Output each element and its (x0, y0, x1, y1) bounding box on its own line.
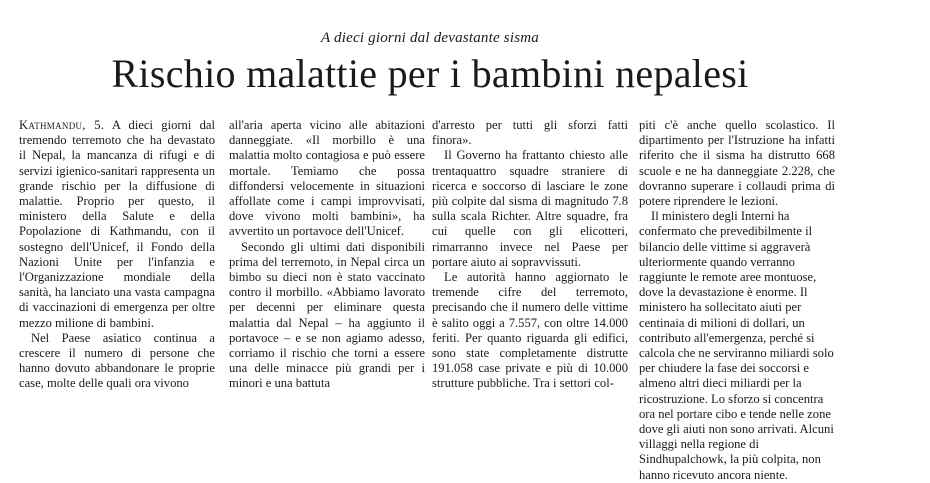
article-column-2 (229, 118, 425, 392)
article-column-3 (432, 118, 628, 392)
article-column-1 (19, 118, 215, 392)
article-paragraph: Secondo gli ultimi dati disponibili prima del terremoto, in Nepal circa un bimbo su dieci non è stato vaccinato contro il morbillo. «Abbiamo lavorato per decenni per eliminare questa malattia dal Nepal – ha aggiunto il portavoce – e se non agiamo adesso, corriamo il rischio che torni a essere una delle minacce più grandi per i minori e una battuta (229, 239, 425, 391)
article-column-4 (639, 118, 835, 483)
article-paragraph: Il ministero degli Interni ha confermato che prevedibilmente il bilancio delle vittime si aggraverà ulteriormente quando verranno raggiunte le remote aree montuose, dove la devastazione è enorme. Il ministero ha sollecitato aiuti per centinaia di milioni di dollari, un contributo all'emergenza, perché si calcola che ne serviranno miliardi solo per chiudere la fase dei soccorsi e almeno altri dieci miliardi per la ricostruzione. Lo sforzo si concentra ora nel portare cibo e tende nelle zone dove gli aiuti non sono arrivati. Alcuni villaggi nella regione di Sindhupalchowk, la più colpita, non hanno ricevuto ancora niente. (639, 209, 834, 482)
article-headline: Rischio malattie per i bambini nepalesi (111, 51, 749, 96)
article-paragraph: all'aria aperta vicino alle abitazioni danneggiate. «Il morbillo è una malattia molto contagiosa e può essere mortale. Temiamo che possa diffondersi velocemente in situazioni affollate come i campi improvvisati, dove vivono molti bambini», ha avvertito un portavoce dell'Unicef. (229, 118, 425, 239)
article-paragraph: Le autorità hanno aggiornato le tremende cifre del terremoto, precisando che il numero delle vittime è salito oggi a 7.557, con oltre 14.000 feriti. Per quanto riguarda gli edifici, sono state completamente distrutte 191.058 case private e più di 10.000 strutture pubbliche. Tra i settori col- (432, 270, 628, 391)
dateline: Kathmandu, 5. (19, 118, 105, 132)
article-paragraph (19, 118, 215, 331)
article-paragraph: Il Governo ha frattanto chiesto alle trentaquattro squadre straniere di ricerca e soccorso di lasciare le zone più colpite dal sisma di magnitudo 7.8 sulla scala Richter. Altre squadre, fra cui quelle con gli elicotteri, rimarranno invece nel Paese per portare aiuto ai sopravvissuti. (432, 148, 628, 269)
article-paragraph: Nel Paese asiatico continua a crescere il numero di persone che hanno dovuto abbandonare le proprie case, molte delle quali ora vivono (19, 330, 215, 391)
paragraph-text: A dieci giorni dal tremendo terremoto che ha devastato il Nepal, la mancanza di rifugi e di servizi igienico-sanitari rappresenta un grande rischio per la diffusione di malattie. Proprio per questo, il ministero della Salute e della Popolazione di Kathmandu, con il sostegno dell'Unicef, il Fondo della Nazioni Unite per l'infanzia e l'Organizzazione mondiale della sanità, ha lanciato una vasta campagna di vaccinazioni di emergenza per oltre mezzo milione di bambini. (19, 118, 215, 330)
article-kicker: A dieci giorni dal devastante sisma (321, 30, 539, 46)
article-paragraph: piti c'è anche quello scolastico. Il dipartimento per l'Istruzione ha infatti riferito che il sisma ha distrutto 668 scuole e ne ha danneggiate 2.228, che dovranno superare i collaudi prima di potere riprendere le lezioni. (639, 118, 835, 209)
article-paragraph: d'arresto per tutti gli sforzi fatti finora». (432, 118, 628, 148)
